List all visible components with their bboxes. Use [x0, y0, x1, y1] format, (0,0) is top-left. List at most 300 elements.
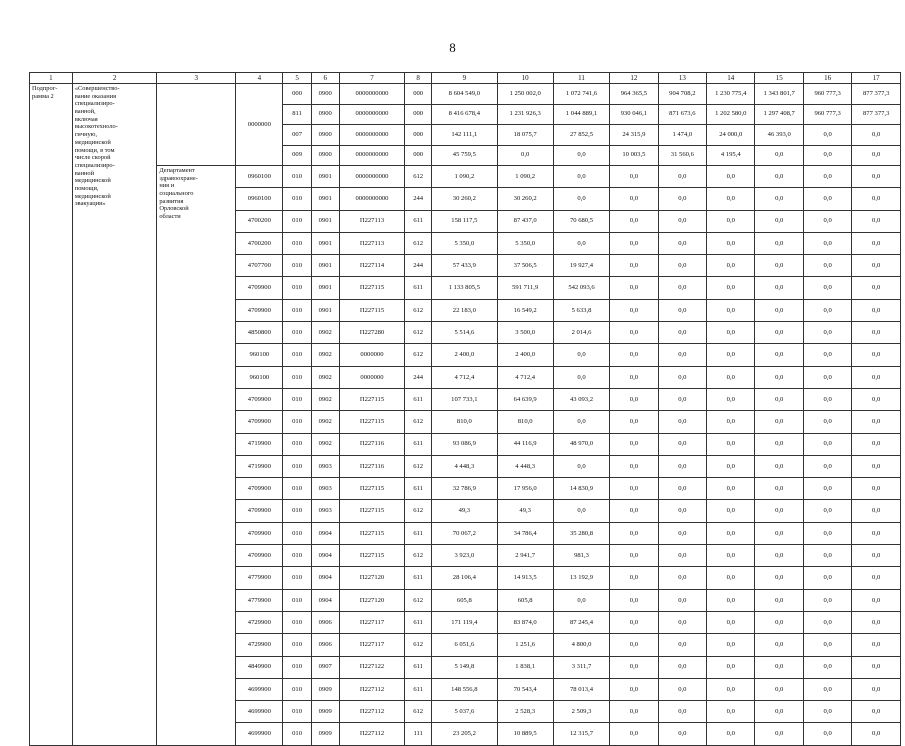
table-cell: 0,0 [658, 589, 706, 611]
column-header: 3 [157, 73, 236, 84]
table-cell: 10 003,5 [610, 145, 658, 166]
table-cell: 3 311,7 [553, 656, 609, 678]
table-cell: 877 377,3 [852, 104, 901, 125]
table-cell: 010 [283, 299, 311, 321]
table-cell: 0,0 [707, 455, 755, 477]
table-cell: 4709900 [236, 277, 283, 299]
column-header: 17 [852, 73, 901, 84]
table-cell: 612 [405, 500, 432, 522]
table-cell: П227115 [339, 545, 404, 567]
table-cell: 148 556,8 [432, 678, 497, 700]
table-cell: 0,0 [852, 232, 901, 254]
table-cell: 0,0 [553, 455, 609, 477]
table-cell: П227115 [339, 388, 404, 410]
table-cell: 0,0 [707, 232, 755, 254]
table-cell: 0900 [311, 145, 339, 166]
table-cell: 612 [405, 322, 432, 344]
table-cell: 0,0 [755, 634, 803, 656]
table-cell: 0,0 [658, 634, 706, 656]
table-cell: 0,0 [852, 678, 901, 700]
table-cell: 16 549,2 [497, 299, 553, 321]
table-cell: 0,0 [610, 388, 658, 410]
table-cell: 010 [283, 656, 311, 678]
table-cell: 0000000000 [339, 145, 404, 166]
table-cell: 0,0 [707, 166, 755, 188]
table-cell: 4699900 [236, 723, 283, 745]
table-cell: 4707700 [236, 255, 283, 277]
table-cell: 612 [405, 455, 432, 477]
table-cell: 0,0 [852, 634, 901, 656]
table-cell: 0,0 [852, 188, 901, 210]
table-cell: 877 377,3 [852, 84, 901, 105]
column-header: 12 [610, 73, 658, 84]
table-cell: П227115 [339, 522, 404, 544]
responsible-cell: Департамент здравоохране- ния и социального развития Орловской области [157, 166, 236, 746]
table-cell: 0,0 [610, 522, 658, 544]
table-cell: 1 133 805,5 [432, 277, 497, 299]
table-cell: 0,0 [707, 188, 755, 210]
table-cell: 0,0 [658, 388, 706, 410]
table-cell: 0,0 [658, 478, 706, 500]
table-cell: 0,0 [755, 500, 803, 522]
table-cell: 611 [405, 388, 432, 410]
table-header-row [30, 73, 901, 84]
page-number: 8 [449, 40, 456, 55]
table-cell: 010 [283, 478, 311, 500]
table-cell: 612 [405, 344, 432, 366]
table-cell: 0,0 [755, 388, 803, 410]
table-cell: 960100 [236, 366, 283, 388]
table-cell: 0,0 [852, 145, 901, 166]
table-cell: 2 014,6 [553, 322, 609, 344]
table-cell: 3 923,0 [432, 545, 497, 567]
table-cell: 0,0 [553, 589, 609, 611]
table-cell: 0,0 [658, 166, 706, 188]
responsible-cell [157, 84, 236, 166]
table-cell: 0,0 [658, 210, 706, 232]
table-cell: П227113 [339, 232, 404, 254]
table-cell: 0,0 [707, 255, 755, 277]
table-cell: 0,0 [610, 656, 658, 678]
table-cell: 0,0 [610, 299, 658, 321]
table-cell: 87 245,4 [553, 611, 609, 633]
table-cell: 0,0 [610, 344, 658, 366]
table-cell: 2 941,7 [497, 545, 553, 567]
table-cell: 0,0 [852, 500, 901, 522]
table-cell: 4709900 [236, 299, 283, 321]
table-cell: 981,3 [553, 545, 609, 567]
table-cell: 3 500,0 [497, 322, 553, 344]
table-cell: 0,0 [803, 611, 851, 633]
table-cell: 0,0 [755, 567, 803, 589]
table-cell: 10 889,5 [497, 723, 553, 745]
table-cell: П227115 [339, 500, 404, 522]
table-cell: 0,0 [803, 210, 851, 232]
table-cell: 0,0 [610, 589, 658, 611]
table-cell: 0,0 [658, 433, 706, 455]
table-cell: 010 [283, 567, 311, 589]
table-cell: 5 350,0 [497, 232, 553, 254]
table-cell: 70 543,4 [497, 678, 553, 700]
table-cell: 000 [405, 104, 432, 125]
table-cell: 0909 [311, 701, 339, 723]
table-cell: 010 [283, 455, 311, 477]
table-cell: 0,0 [755, 299, 803, 321]
table-cell: 0,0 [803, 433, 851, 455]
table-cell: 0,0 [803, 723, 851, 745]
table-cell: 0000000000 [339, 188, 404, 210]
table-cell: 0,0 [755, 701, 803, 723]
table-cell: 964 365,5 [610, 84, 658, 105]
table-cell: 30 260,2 [497, 188, 553, 210]
table-cell: 4729900 [236, 611, 283, 633]
table-cell: 0,0 [707, 277, 755, 299]
table-cell: 0,0 [707, 701, 755, 723]
table-cell: 0,0 [803, 388, 851, 410]
table-cell: 30 260,2 [432, 188, 497, 210]
table-cell: 4700200 [236, 232, 283, 254]
column-header: 9 [432, 73, 497, 84]
table-cell: 0902 [311, 433, 339, 455]
table-cell: 0,0 [803, 678, 851, 700]
table-cell: П227114 [339, 255, 404, 277]
table-cell: 57 433,9 [432, 255, 497, 277]
table-cell: 4699900 [236, 678, 283, 700]
table-cell: 0,0 [707, 567, 755, 589]
table-cell: 0,0 [755, 255, 803, 277]
table-cell: 0,0 [755, 188, 803, 210]
table-cell: 0,0 [803, 125, 851, 146]
table-cell: 0,0 [852, 125, 901, 146]
table-cell: 83 874,0 [497, 611, 553, 633]
table-cell: П227117 [339, 634, 404, 656]
table-cell: 810,0 [497, 411, 553, 433]
table-cell: 0000000 [339, 344, 404, 366]
table-cell: 34 786,4 [497, 522, 553, 544]
table-cell: 0907 [311, 656, 339, 678]
table-cell: 0,0 [707, 322, 755, 344]
table-cell: П227113 [339, 210, 404, 232]
table-cell: 4 712,4 [497, 366, 553, 388]
table-cell: 0,0 [610, 500, 658, 522]
table-cell: 0,0 [755, 589, 803, 611]
table-cell: 0,0 [803, 567, 851, 589]
column-header: 4 [236, 73, 283, 84]
table-cell: 0,0 [852, 255, 901, 277]
table-cell: 1 250 002,0 [497, 84, 553, 105]
table-cell: 4719900 [236, 433, 283, 455]
table-cell: 0906 [311, 611, 339, 633]
table-cell: 0,0 [852, 723, 901, 745]
table-cell: 0,0 [658, 255, 706, 277]
table-cell: 0,0 [658, 500, 706, 522]
table-cell: 0,0 [707, 723, 755, 745]
table-cell: 0,0 [755, 656, 803, 678]
table-cell: 010 [283, 210, 311, 232]
table-cell: 0,0 [658, 277, 706, 299]
table-cell: 6 051,6 [432, 634, 497, 656]
table-cell: 0,0 [707, 433, 755, 455]
table-cell: 0,0 [755, 455, 803, 477]
table-cell: 960 777,3 [803, 104, 851, 125]
table-cell: П227115 [339, 277, 404, 299]
table-cell: 19 927,4 [553, 255, 609, 277]
table-cell: 0902 [311, 411, 339, 433]
table-cell: 12 315,7 [553, 723, 609, 745]
table-cell: 010 [283, 366, 311, 388]
table-cell: 0902 [311, 388, 339, 410]
table-cell: 612 [405, 411, 432, 433]
table-cell: 0,0 [658, 723, 706, 745]
table-cell: 000 [283, 84, 311, 105]
table-cell: П227122 [339, 656, 404, 678]
table-cell: 0000000000 [339, 84, 404, 105]
table-cell: 0901 [311, 277, 339, 299]
table-cell: 0901 [311, 232, 339, 254]
table-cell: 64 639,9 [497, 388, 553, 410]
table-cell: 1 202 580,0 [707, 104, 755, 125]
table-cell: 4779900 [236, 589, 283, 611]
table-cell: 24 315,9 [610, 125, 658, 146]
table-cell: 000 [405, 145, 432, 166]
table-cell: 0,0 [610, 232, 658, 254]
table-cell: 0904 [311, 567, 339, 589]
table-cell: 4709900 [236, 478, 283, 500]
table-cell: 0,0 [553, 145, 609, 166]
table-cell: П227280 [339, 322, 404, 344]
table-cell: 0,0 [610, 678, 658, 700]
table-cell: 5 514,6 [432, 322, 497, 344]
table-cell: 4850800 [236, 322, 283, 344]
table-cell: 0,0 [755, 344, 803, 366]
column-header: 7 [339, 73, 404, 84]
table-cell: 0,0 [803, 455, 851, 477]
budget-table [29, 72, 901, 746]
table-cell: 142 111,1 [432, 125, 497, 146]
table-cell: 8 416 678,4 [432, 104, 497, 125]
table-cell: 010 [283, 611, 311, 633]
column-header: 16 [803, 73, 851, 84]
table-cell: 4 448,3 [497, 455, 553, 477]
table-cell: 0,0 [852, 277, 901, 299]
table-cell: 0,0 [610, 433, 658, 455]
code-cell: 0000000 [236, 84, 283, 166]
table-cell: 0,0 [658, 344, 706, 366]
table-cell: 93 086,9 [432, 433, 497, 455]
program-description-cell: «Совершенство- вание оказания специализиро- ванной, включая высокотехноло- гичную, медицинской помощи, в том числе скорой специализиро- ванной медицинской помощи, медицинской эвакуации» [72, 84, 157, 746]
table-cell: 1 231 926,3 [497, 104, 553, 125]
table-cell: 1 474,0 [658, 125, 706, 146]
column-header: 13 [658, 73, 706, 84]
table-cell: 46 393,0 [755, 125, 803, 146]
table-cell: 4700200 [236, 210, 283, 232]
table-row [30, 166, 901, 188]
table-cell: П227115 [339, 411, 404, 433]
table-cell: 0960100 [236, 188, 283, 210]
table-cell: 0,0 [610, 567, 658, 589]
table-cell: 0909 [311, 678, 339, 700]
table-cell: 27 852,5 [553, 125, 609, 146]
table-cell: 611 [405, 567, 432, 589]
table-cell: 0,0 [658, 188, 706, 210]
table-cell: 0,0 [755, 433, 803, 455]
table-cell: 2 528,3 [497, 701, 553, 723]
table-cell: 48 970,0 [553, 433, 609, 455]
table-cell: 0,0 [852, 411, 901, 433]
table-cell: 0,0 [497, 145, 553, 166]
table-cell: 0900 [311, 125, 339, 146]
table-cell: 0,0 [852, 455, 901, 477]
table-cell: 0,0 [755, 611, 803, 633]
table-cell: 24 000,0 [707, 125, 755, 146]
table-cell: 605,8 [432, 589, 497, 611]
table-cell: 010 [283, 232, 311, 254]
table-cell: 612 [405, 232, 432, 254]
table-cell: 0,0 [707, 344, 755, 366]
table-cell: 010 [283, 678, 311, 700]
table-cell: 0,0 [610, 366, 658, 388]
table-cell: 010 [283, 277, 311, 299]
table-cell: 43 093,2 [553, 388, 609, 410]
table-cell: 0,0 [658, 366, 706, 388]
table-cell: 0,0 [707, 411, 755, 433]
table-cell: 009 [283, 145, 311, 166]
table-cell: 0,0 [658, 567, 706, 589]
table-cell: 611 [405, 611, 432, 633]
table-cell: 44 116,9 [497, 433, 553, 455]
table-cell: 960100 [236, 344, 283, 366]
table-cell: 010 [283, 522, 311, 544]
table-cell: 0901 [311, 166, 339, 188]
table-cell: 0,0 [658, 299, 706, 321]
table-cell: 0902 [311, 366, 339, 388]
table-cell: 0,0 [852, 545, 901, 567]
table-cell: 78 013,4 [553, 678, 609, 700]
table-cell: 0,0 [610, 611, 658, 633]
table-cell: 0903 [311, 455, 339, 477]
table-cell: 5 633,8 [553, 299, 609, 321]
table-cell: 0000000000 [339, 166, 404, 188]
table-cell: 0,0 [803, 145, 851, 166]
table-cell: 0,0 [553, 366, 609, 388]
table-cell: 0960100 [236, 166, 283, 188]
table-cell: 0,0 [755, 522, 803, 544]
table-cell: 1 044 889,1 [553, 104, 609, 125]
table-cell: 542 093,6 [553, 277, 609, 299]
table-cell: 49,3 [497, 500, 553, 522]
table-cell: 0,0 [658, 656, 706, 678]
table-cell: 612 [405, 589, 432, 611]
table-cell: 2 509,3 [553, 701, 609, 723]
table-cell: 14 830,9 [553, 478, 609, 500]
table-cell: 0,0 [755, 678, 803, 700]
table-cell: 1 090,2 [497, 166, 553, 188]
table-cell: 0,0 [852, 366, 901, 388]
table-cell: 591 711,9 [497, 277, 553, 299]
table-cell: 010 [283, 589, 311, 611]
column-header: 10 [497, 73, 553, 84]
table-cell: 0,0 [553, 500, 609, 522]
table-cell: 0,0 [610, 188, 658, 210]
column-header: 8 [405, 73, 432, 84]
table-cell: 0901 [311, 299, 339, 321]
table-cell: 45 759,5 [432, 145, 497, 166]
table-cell: 1 251,6 [497, 634, 553, 656]
table-cell: 930 046,1 [610, 104, 658, 125]
table-cell: 611 [405, 433, 432, 455]
table-cell: 0,0 [707, 611, 755, 633]
table-cell: 49,3 [432, 500, 497, 522]
table-cell: 4849900 [236, 656, 283, 678]
table-cell: 0,0 [755, 723, 803, 745]
table-cell: 0900 [311, 104, 339, 125]
table-cell: 0,0 [610, 545, 658, 567]
column-header: 11 [553, 73, 609, 84]
table-cell: 0904 [311, 589, 339, 611]
table-cell: 4729900 [236, 634, 283, 656]
table-cell: 010 [283, 723, 311, 745]
table-cell: 0,0 [707, 589, 755, 611]
table-cell: 0,0 [658, 522, 706, 544]
table-cell: 4 448,3 [432, 455, 497, 477]
table-cell: 8 604 549,0 [432, 84, 497, 105]
table-cell: 0,0 [610, 634, 658, 656]
table-cell: 0901 [311, 210, 339, 232]
table-cell: 611 [405, 522, 432, 544]
table-cell: 0,0 [658, 411, 706, 433]
table-cell: 4719900 [236, 455, 283, 477]
table-cell: 0,0 [755, 210, 803, 232]
table-cell: 0,0 [658, 322, 706, 344]
table-cell: 0,0 [803, 277, 851, 299]
table-cell: 0,0 [755, 366, 803, 388]
table-cell: 0901 [311, 188, 339, 210]
table-cell: 0,0 [803, 344, 851, 366]
table-cell: 0,0 [755, 545, 803, 567]
table-cell: 611 [405, 656, 432, 678]
table-cell: 4709900 [236, 411, 283, 433]
table-cell: 0,0 [707, 478, 755, 500]
table-cell: 0,0 [610, 277, 658, 299]
table-cell: 010 [283, 411, 311, 433]
table-cell: 4 800,0 [553, 634, 609, 656]
table-cell: 0,0 [755, 166, 803, 188]
table-cell: 14 913,5 [497, 567, 553, 589]
column-header: 1 [30, 73, 73, 84]
table-cell: П227116 [339, 455, 404, 477]
table-cell: П227112 [339, 723, 404, 745]
table-cell: 612 [405, 634, 432, 656]
table-cell: 0,0 [803, 166, 851, 188]
table-cell: 0,0 [803, 255, 851, 277]
column-header: 2 [72, 73, 157, 84]
table-cell: 70 067,2 [432, 522, 497, 544]
table-cell: П227116 [339, 433, 404, 455]
table-cell: 010 [283, 388, 311, 410]
table-cell: 010 [283, 188, 311, 210]
table-cell: 0,0 [707, 500, 755, 522]
table-cell: 0,0 [852, 210, 901, 232]
table-cell: 32 786,9 [432, 478, 497, 500]
table-cell: 0903 [311, 500, 339, 522]
table-cell: 0901 [311, 255, 339, 277]
table-cell: 0,0 [707, 299, 755, 321]
table-cell: 0,0 [610, 411, 658, 433]
table-cell: 4699900 [236, 701, 283, 723]
table-cell: 010 [283, 500, 311, 522]
table-cell: 0900 [311, 84, 339, 105]
table-cell: 0,0 [852, 322, 901, 344]
